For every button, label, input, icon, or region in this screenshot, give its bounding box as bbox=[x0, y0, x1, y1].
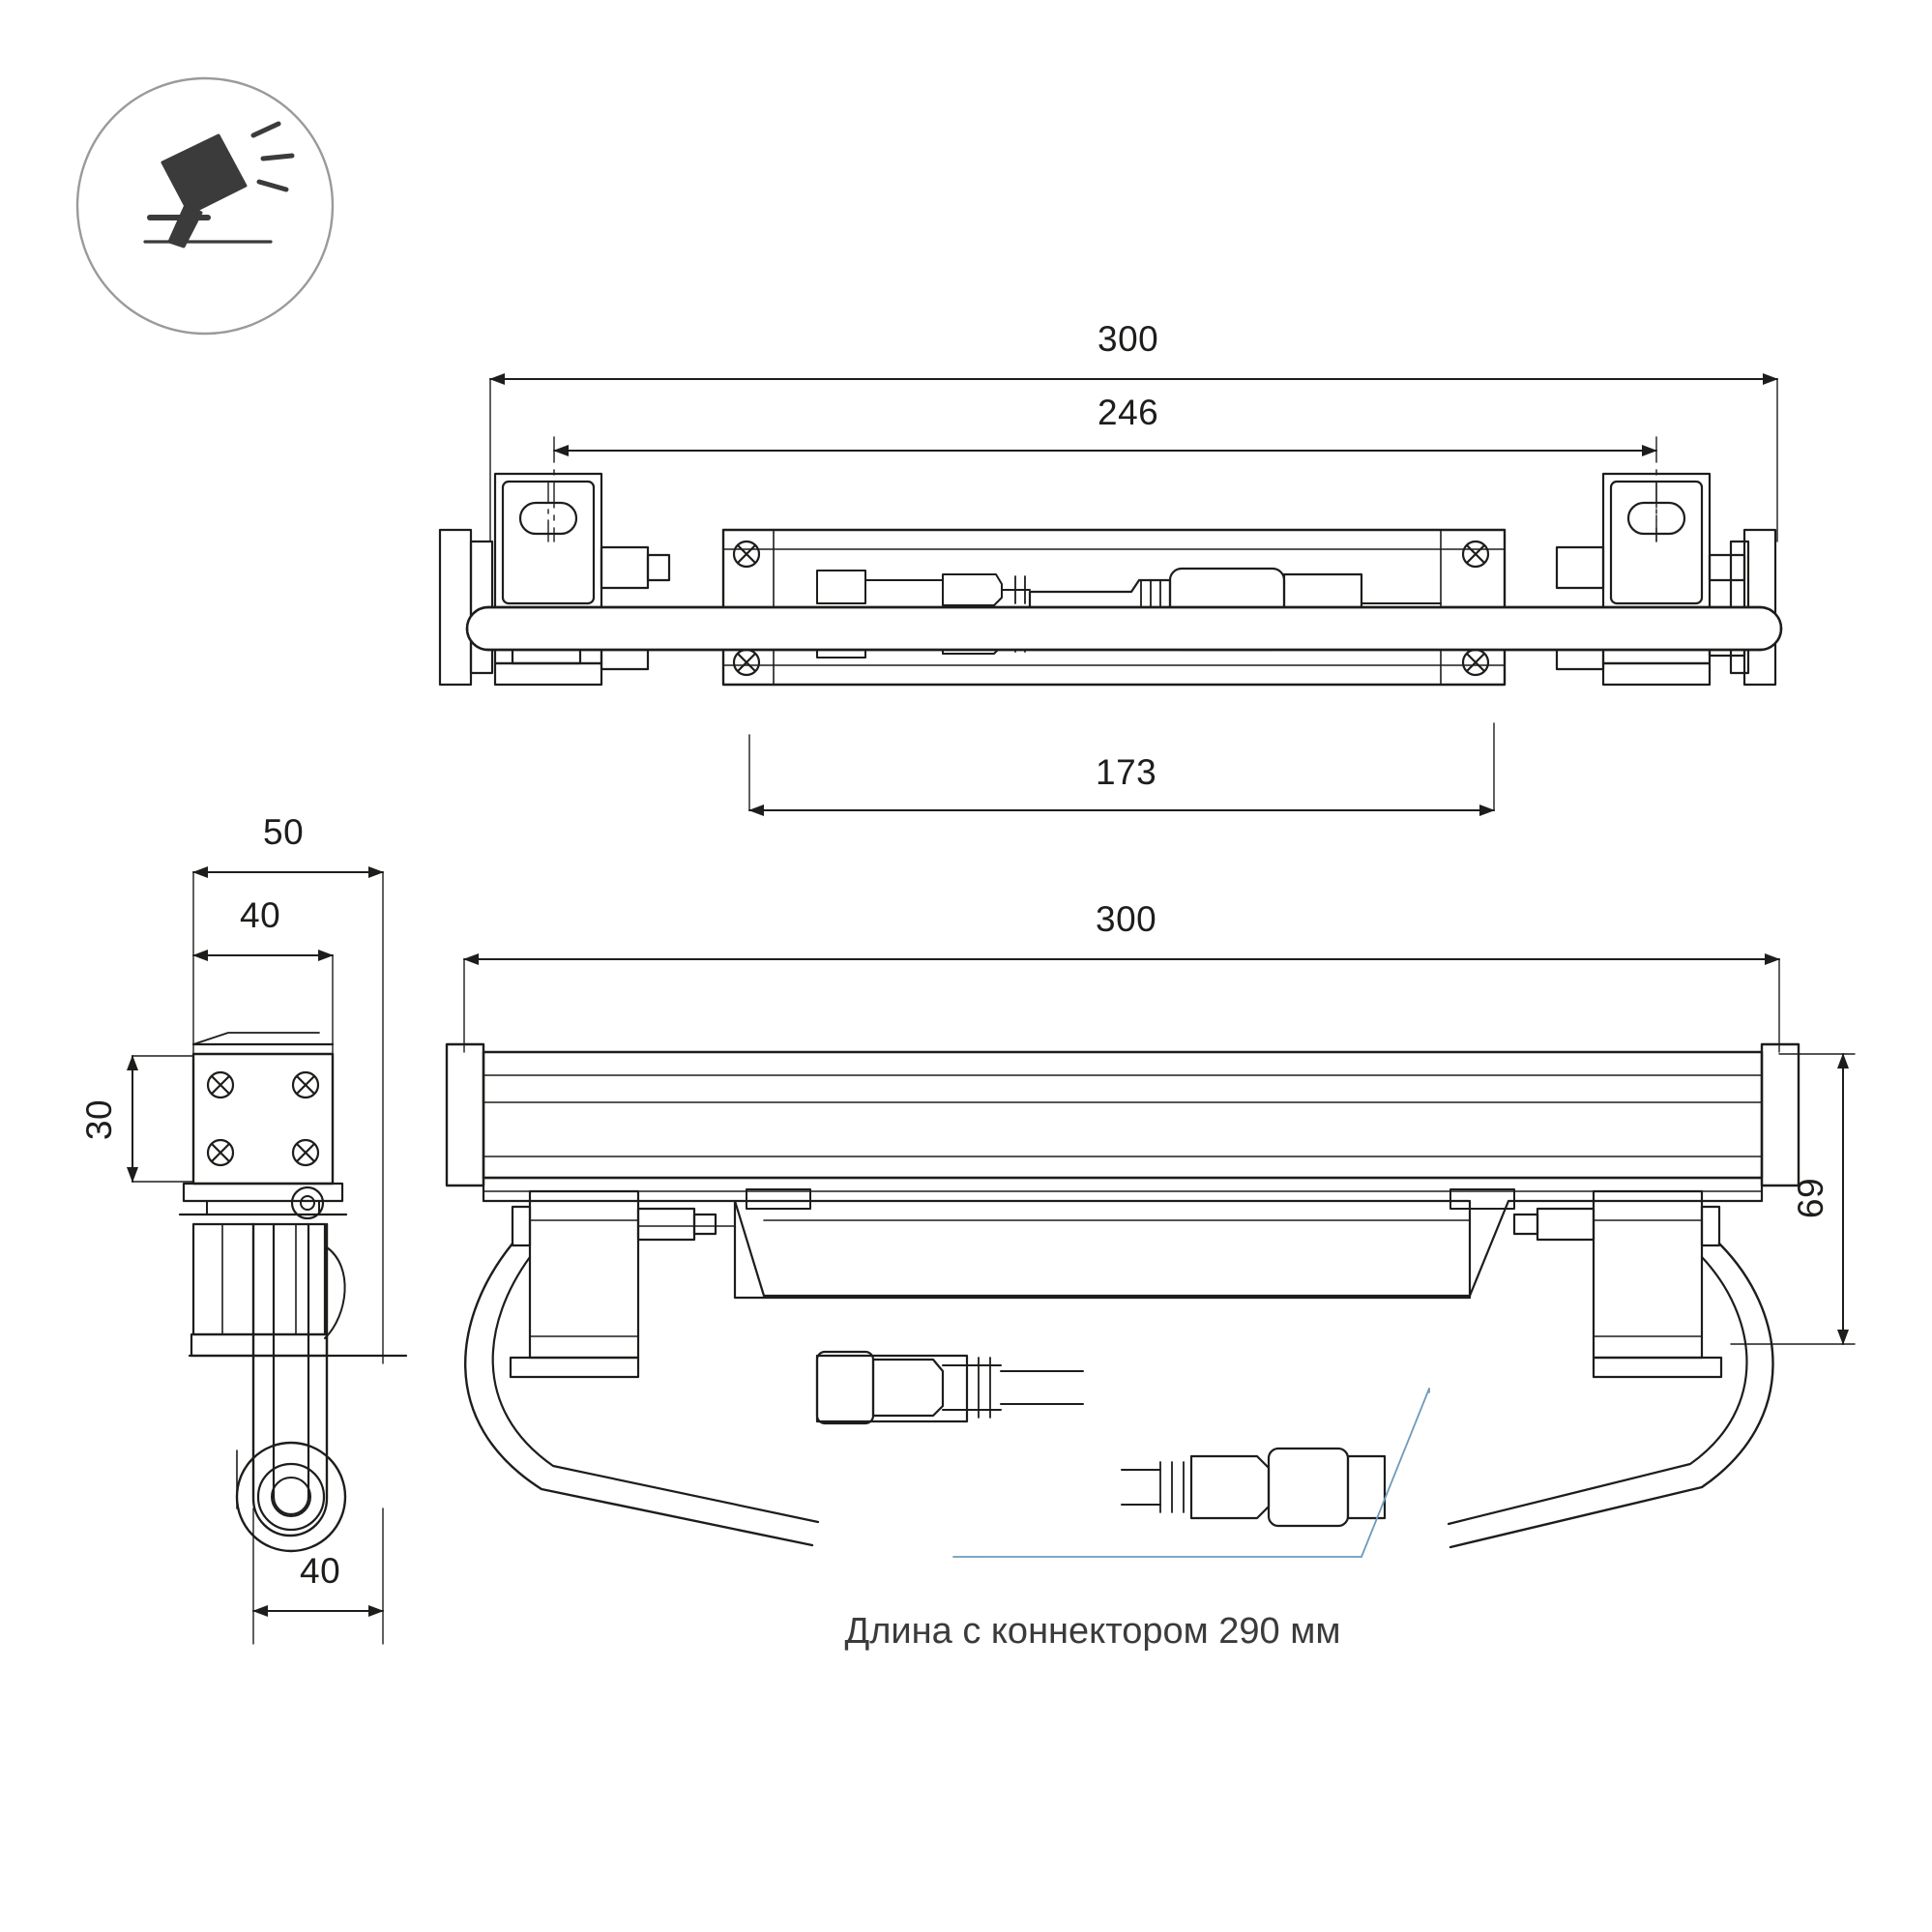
side-view-geometry bbox=[447, 959, 1855, 1557]
dim-top-bracket-span: 246 bbox=[1098, 393, 1159, 432]
dim-front-depth: 50 bbox=[263, 812, 305, 852]
dim-top-body-length: 173 bbox=[1096, 752, 1157, 792]
front-view-geometry bbox=[132, 872, 406, 1644]
top-view-geometry bbox=[440, 379, 1781, 810]
dim-side-overall-length: 300 bbox=[1096, 899, 1157, 939]
dim-front-base-width: 40 bbox=[300, 1551, 341, 1591]
dim-front-width: 40 bbox=[240, 895, 281, 935]
connector-length-note: Длина с коннектором 290 мм bbox=[844, 1611, 1341, 1652]
dim-top-overall-length: 300 bbox=[1098, 319, 1159, 359]
spotlight-ground-mount-icon bbox=[77, 78, 333, 334]
dim-front-height: 30 bbox=[79, 1098, 120, 1141]
dim-side-height: 69 bbox=[1791, 1177, 1831, 1219]
